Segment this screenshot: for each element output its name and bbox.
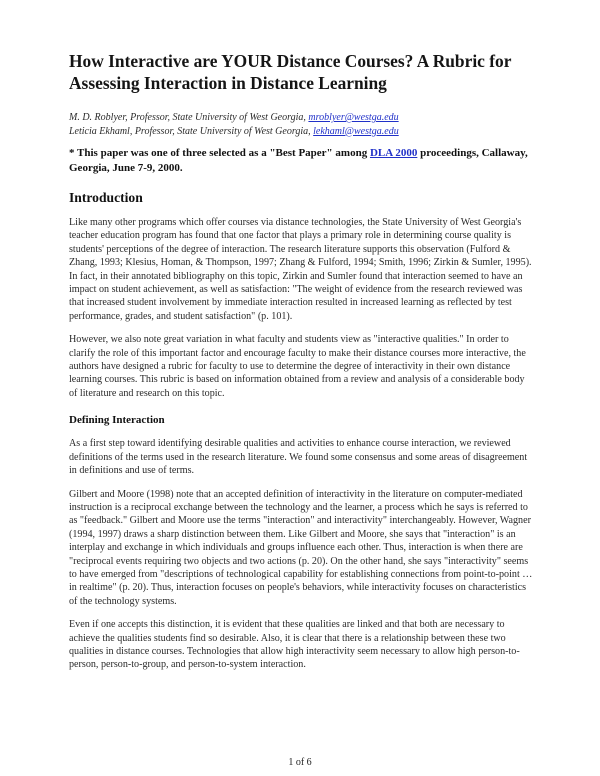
- author-email-link[interactable]: mroblyer@westga.edu: [308, 112, 399, 123]
- note-prefix: * This paper was one of three selected as a "Best Paper" among: [69, 147, 370, 159]
- dla-2000-link[interactable]: DLA 2000: [369, 147, 418, 159]
- paragraph: However, we also note great variation in what faculty and students view as "interactive qualities." In order to clarify the role of this important factor and encourage faculty to make their distance courses more interactive, the authors have designed a rubric for faculty to use to determine the degree of interactivity in their own distance learning courses. This rubric is based on information obtained from a review and analysis of a considerable body of literature and research on this topic.: [69, 334, 526, 399]
- defining-interaction-heading: Defining Interaction: [69, 414, 165, 427]
- author-affiliation: Leticia Ekhaml, Professor, State University of West Georgia,: [69, 125, 314, 137]
- author-line: [69, 125, 534, 139]
- note-suffix: proceedings, Callaway, Georgia, June 7-9, 2000.: [69, 147, 528, 174]
- document-content: [69, 50, 534, 672]
- author-email-link[interactable]: lekhaml@westga.edu: [313, 125, 399, 137]
- author-affiliation: M. D. Roblyer, Professor, State University of West Georgia,: [69, 112, 309, 123]
- author-list: [69, 111, 534, 138]
- paragraph: Even if one accepts this distinction, it is evident that these qualities are linked and that both are necessary to achieve the qualities students find so desirable. Also, it is clear that there is a relationship between these two qualities in distance courses. Technologies that allow high interactivity seem necessary to allow high person-to-person, person-to-group, and person-to-system interaction.: [69, 619, 520, 671]
- best-paper-note: [69, 146, 534, 175]
- paragraph: As a first step toward identifying desirable qualities and activities to enhance course interaction, we reviewed definitions of the terms used in the research literature. We found some consensus and some areas of disagreement in definitions and use of terms.: [69, 438, 528, 477]
- author-line: [69, 111, 534, 125]
- paragraph: Like many other programs which offer courses via distance technologies, the State University of West Georgia's teacher education program has found that one factor that plays a primary role in determining course quality is students' perceptions of the degree of interaction. The research literature supports this observation (Fulford & Zhang, 1993; Klesius, Homan, & Thompson, 1997; Zhang & Fulford, 1994; Smith, 1996; Zirkin & Sumler, 1995). In fact, in their annotated bibliography on this topic, Zirkin and Sumler found that interaction seemed to have an impact on student achievement, as well as satisfaction: "The weight of evidence from the research reviewed was that increased student involvement by immediate interaction resulted in increased learning as reflected by test performance, grades, and student satisfaction" (p. 101).: [69, 217, 532, 322]
- page-indicator: 1 of 6: [288, 757, 312, 768]
- introduction-heading: Introduction: [69, 190, 143, 205]
- paragraph: Gilbert and Moore (1998) note that an accepted definition of interactivity in the literature on computer-mediated instruction is a reciprocal exchange between the technology and the learner, a process which he says is referred to as "feedback." Gilbert and Moore use the terms "interaction" and interactivity" interchangeably. However, Wagner (1994, 1997) draws a sharp distinction between them. Like Gilbert and Moore, she says that "interaction" is an interplay and exchange in which individuals and groups influence each other. Thus, interaction is when there are "reciprocal events requiring two objects and two actions (p. 20). On the other hand, she says "interactivity" seems to have emerged from "descriptions of technological capability for establishing connections from point-to-point … in realtime" (p. 20). Thus, interaction focuses on people's behaviors, while interactivity focuses on characteristics of the technology systems.: [69, 488, 533, 607]
- document-title: How Interactive are YOUR Distance Courses? A Rubric for Assessing Interaction in Distance Learning: [69, 51, 512, 93]
